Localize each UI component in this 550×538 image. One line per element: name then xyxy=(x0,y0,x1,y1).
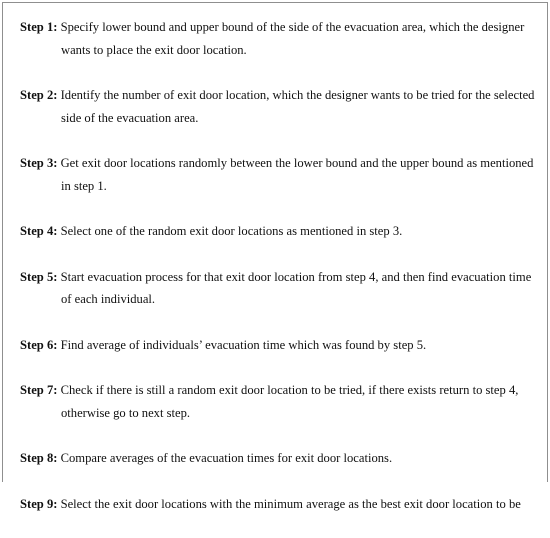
step-label: Step 8: xyxy=(20,451,58,465)
algorithm-box xyxy=(2,2,548,511)
step-label: Step 6: xyxy=(20,337,58,352)
step-label: Step 4: xyxy=(20,224,58,238)
step-7 xyxy=(20,379,535,424)
step-text: Select the exit door locations with the minimum average as the best exit door location to be xyxy=(57,496,521,511)
step-5 xyxy=(20,266,535,311)
step-text: Get exit door locations randomly between the lower bound and the upper bound as mentioned in step 1. xyxy=(57,156,534,193)
step-text: Identify the number of exit door location, which the designer wants to be tried for the selected side of the evacuation area. xyxy=(57,88,535,125)
step-label: Step 5: xyxy=(20,269,58,284)
step-label: Step 3: xyxy=(20,156,58,170)
step-8 xyxy=(20,447,535,470)
step-4 xyxy=(20,220,535,243)
step-9 xyxy=(20,493,535,516)
step-2 xyxy=(20,84,535,129)
step-3 xyxy=(20,152,535,197)
step-text: Find average of individuals’ evacuation time which was found by step 5. xyxy=(57,337,427,352)
step-text: Specify lower bound and upper bound of the side of the evacuation area, which the designer wants to place the exit door location. xyxy=(57,20,525,57)
step-text: Compare averages of the evacuation times for exit door locations. xyxy=(57,451,393,465)
step-text: Start evacuation process for that exit door location from step 4, and then find evacuation time of each individual. xyxy=(57,269,532,306)
step-text: Select one of the random exit door locations as mentioned in step 3. xyxy=(57,224,403,238)
step-label: Step 2: xyxy=(20,88,58,102)
step-6 xyxy=(20,334,535,357)
step-label: Step 7: xyxy=(20,383,58,397)
step-1 xyxy=(20,16,535,61)
step-label: Step 9: xyxy=(20,496,58,511)
step-list xyxy=(20,16,535,538)
step-text: Check if there is still a random exit door location to be tried, if there exists return to step 4, otherwise go to next step. xyxy=(57,383,519,420)
step-label: Step 1: xyxy=(20,20,58,34)
